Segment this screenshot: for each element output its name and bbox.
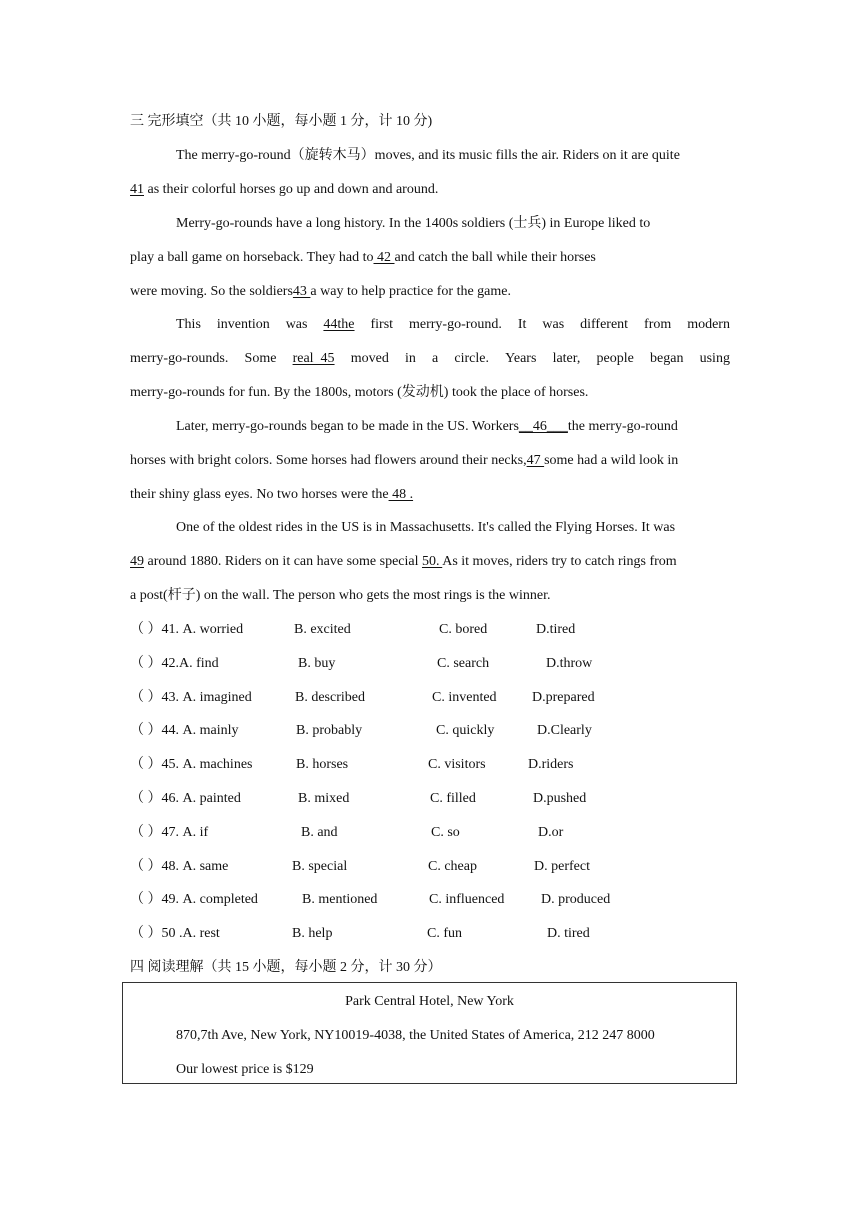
blank-43: 43 — [292, 284, 311, 299]
p4-line3: their shiny glass eyes. No two horses were the 48 . — [130, 487, 414, 502]
blank-50: 50. — [421, 554, 443, 569]
blank-41: 41 — [130, 182, 144, 197]
blank-46: __46___ — [518, 419, 568, 434]
blank-48: 48 . — [388, 487, 414, 502]
blank-49: 49 — [130, 554, 144, 569]
p5-line1: One of the oldest rides in the US is in Massachusetts. It's called the Flying Horses. It was — [176, 520, 676, 535]
exam-page: 三 完形填空（共 10 小题，每小题 1 分，计 10 分) The merry-go-round（旋转木马）moves, and its music fills the air. Riders on it are quite 41 as their colorful horses go up and down and around. Merry-go-rounds have a long history. In the 1400s soldiers (士兵) in Europe liked to play a ball game on horseback. They had to 42 and catch the ball while their horses were moving. So the soldiers43 a way to help practice for the game. This invention was 44the first merry-go-round. It was different from modern merry-go-rounds. Some real 45 moved in a circle. Years later, people began using merry-go-rounds for fun. By the 1800s, motors (发动机) took the place of horses. Later, merry-go-rounds began to be made in the US. Workers__46___the merry-go-round horses with bright colors. Some horses had flowers around their necks,47 some had a wild look in their shiny glass eyes. No two horses were the 48 . One of the oldest rides in the US is in Massachusetts. It's called the Flying Horses. It was 49 around 1880. Riders on it can have some special 50. As it moves, riders try to catch rings from a post(杆子) on the wall. The person who gets the most rings is the winner. （ ）41. A. worried B. excited C. bored D.tired （ ）42.A. find B. buy C. search D.throw （ ）43. A. imagined B. described C. invented D.prepared （ ）44. A. mainly B. probably C. quickly D.Clearly （ ）45. A. machines B. horses C. visitors D.riders （ ）46. A. painted B. mixed C. filled D.pushed （ ）47. A. if B. and C. so D.or （ ）48. A. same B. special C. cheap D. perfect （ ）49. A. completed B. mentioned C. influenced D. produced （ ）50 .A. rest B. help C. fun D. tired 四 阅读理解（共 15 小题，每小题 2 分，计 30 分） Park Central Hotel, New York 870,7th Ave, New York, NY10019-4038, the United States of America, 212 247 8000 Our lowest price is $129 — [0, 0, 860, 1216]
p5-line3: a post(杆子) on the wall. The person who gets the most rings is the winner. — [130, 588, 551, 603]
blank-47: 47 — [526, 453, 545, 468]
p2-line3: were moving. So the soldiers43 a way to help practice for the game. — [130, 284, 511, 299]
p1-line1: The merry-go-round（旋转木马）moves, and its music fills the air. Riders on it are quite — [176, 148, 680, 163]
p4-line1: Later, merry-go-rounds began to be made in the US. Workers__46___the merry-go-round — [176, 419, 678, 434]
p2-line2: play a ball game on horseback. They had to 42 and catch the ball while their horses — [130, 250, 596, 265]
p2-line1: Merry-go-rounds have a long history. In the 1400s soldiers (士兵) in Europe liked to — [176, 216, 651, 231]
p4-line2: horses with bright colors. Some horses had flowers around their necks,47 some had a wild look in — [130, 453, 679, 468]
p1-line2: 41 as their colorful horses go up and down and around. — [130, 182, 439, 197]
hotel-address: 870,7th Ave, New York, NY10019-4038, the United States of America, 212 247 8000 — [176, 1028, 655, 1043]
section4-heading: 四 阅读理解（共 15 小题，每小题 2 分，计 30 分） — [130, 960, 442, 975]
section3-heading: 三 完形填空（共 10 小题，每小题 1 分，计 10 分) — [130, 114, 433, 129]
blank-42: 42 — [373, 250, 395, 265]
p3-line2: merry-go-rounds. Some real 45 moved in a circle. Years later, people began using — [130, 351, 730, 366]
p3-line3: merry-go-rounds for fun. By the 1800s, motors (发动机) took the place of horses. — [130, 385, 589, 400]
p3-line1: This invention was 44the first merry-go-round. It was different from modern — [176, 317, 730, 332]
p5-line2: 49 around 1880. Riders on it can have some special 50. As it moves, riders try to catch rings from — [130, 554, 677, 569]
hotel-price: Our lowest price is $129 — [176, 1062, 314, 1077]
hotel-name: Park Central Hotel, New York — [345, 994, 514, 1009]
blank-44: 44the — [323, 317, 355, 332]
blank-45: real 45 — [292, 351, 335, 366]
